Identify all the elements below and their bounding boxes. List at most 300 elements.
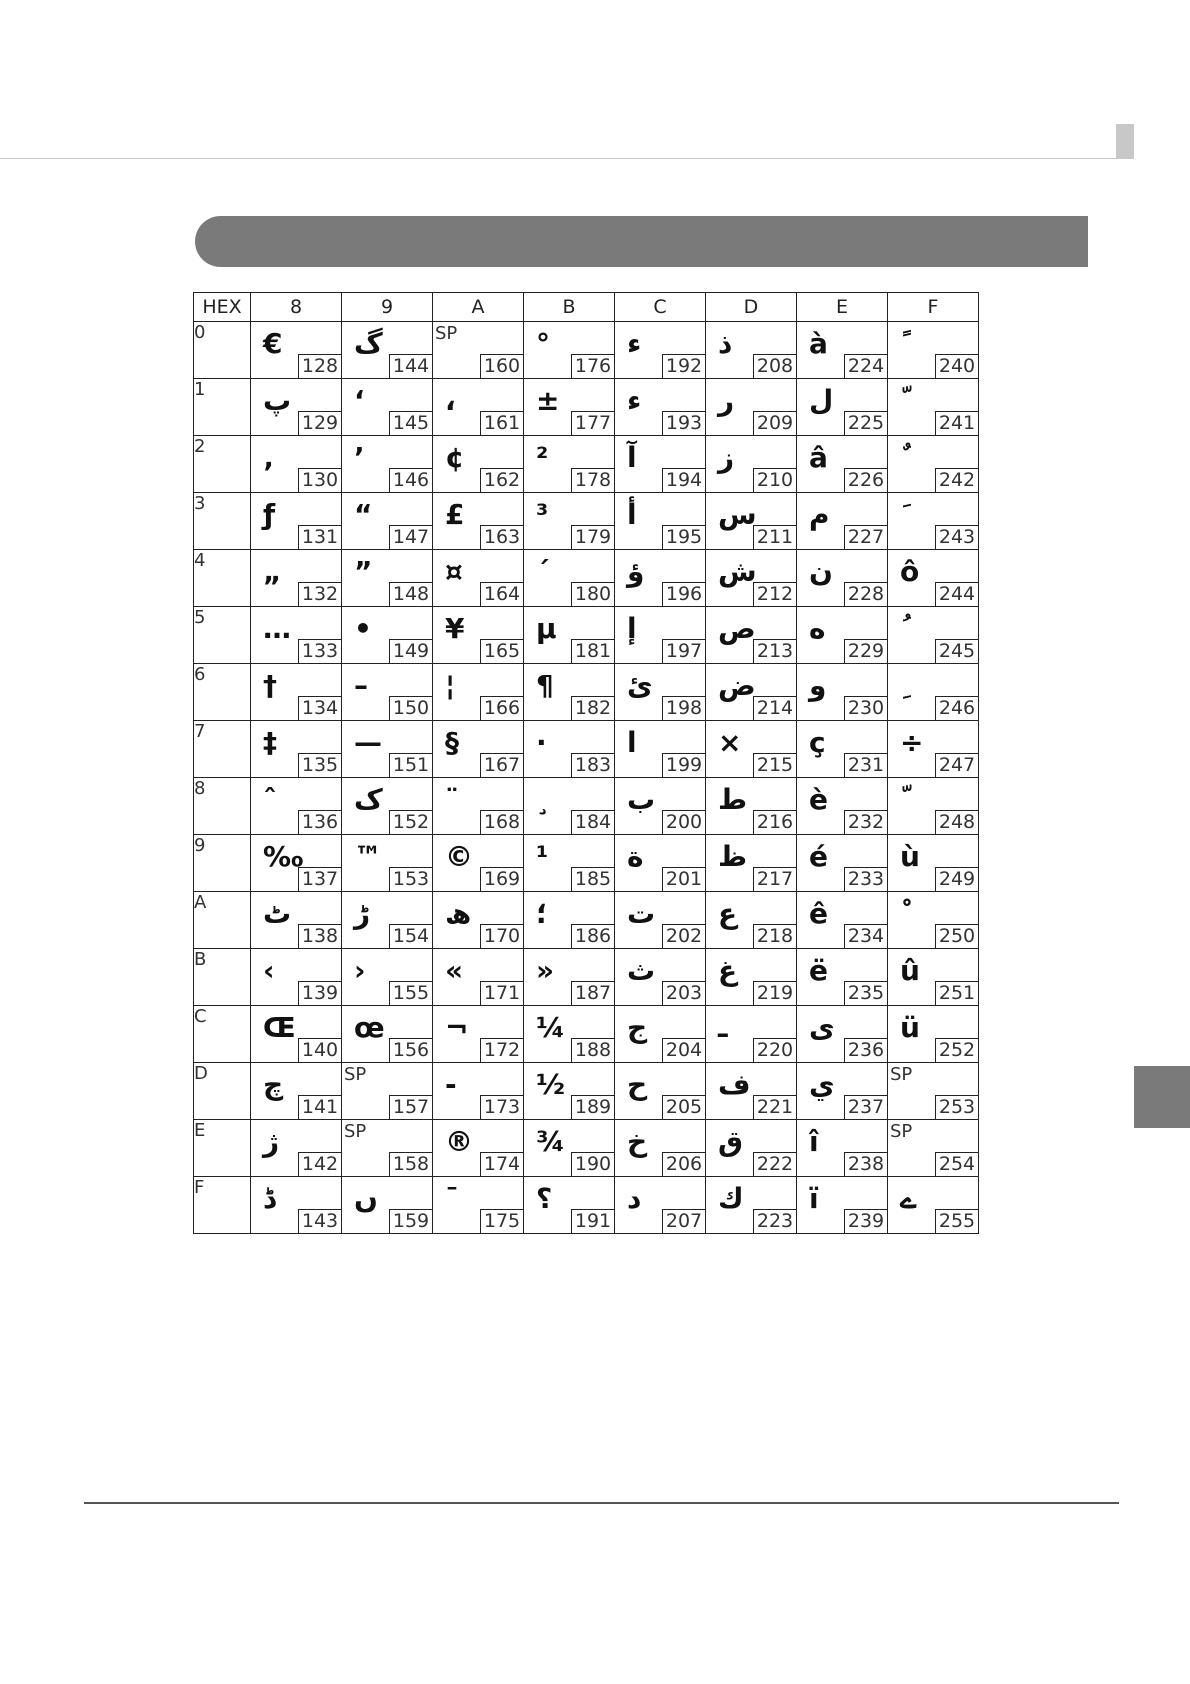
char-cell [797, 493, 888, 550]
char-cell [888, 1120, 979, 1177]
decimal-code: 187 [571, 981, 614, 1005]
char-glyph: ÷ [900, 726, 924, 759]
decimal-code: 175 [480, 1209, 523, 1233]
char-glyph: SP [890, 1121, 913, 1142]
column-header-row [194, 293, 979, 322]
char-glyph: ² [536, 441, 549, 474]
char-cell [615, 835, 706, 892]
char-glyph: ™ [354, 840, 382, 873]
decimal-code: 168 [480, 810, 523, 834]
char-cell [524, 949, 615, 1006]
char-cell [342, 493, 433, 550]
char-cell [342, 550, 433, 607]
char-glyph: ¥ [445, 612, 465, 645]
decimal-code: 140 [298, 1038, 341, 1062]
char-cell [251, 1177, 342, 1234]
decimal-code: 142 [298, 1152, 341, 1176]
decimal-code: 185 [571, 867, 614, 891]
char-glyph: ü [900, 1011, 920, 1044]
char-cell [888, 493, 979, 550]
char-cell [342, 1120, 433, 1177]
char-cell [433, 835, 524, 892]
decimal-code: 239 [844, 1209, 887, 1233]
char-cell [433, 379, 524, 436]
char-glyph: خ [627, 1125, 648, 1158]
decimal-code: 149 [389, 639, 432, 663]
char-cell [342, 778, 433, 835]
decimal-code: 153 [389, 867, 432, 891]
char-cell [342, 436, 433, 493]
char-glyph: غ [718, 954, 738, 987]
char-glyph: â [809, 441, 828, 474]
decimal-code: 245 [935, 639, 978, 663]
decimal-code: 188 [571, 1038, 614, 1062]
char-glyph: ˆ [263, 783, 277, 816]
decimal-code: 148 [389, 582, 432, 606]
char-cell [342, 721, 433, 778]
decimal-code: 232 [844, 810, 887, 834]
decimal-code: 194 [662, 468, 705, 492]
char-cell [797, 550, 888, 607]
char-glyph: و [809, 669, 827, 702]
decimal-code: 211 [753, 525, 796, 549]
char-glyph: « [445, 954, 464, 987]
char-glyph: ظ [718, 840, 748, 873]
hex-header: HEX [194, 293, 251, 322]
char-glyph: ى [809, 1011, 835, 1044]
char-cell [251, 1120, 342, 1177]
char-cell [615, 550, 706, 607]
char-glyph: ل [809, 384, 834, 417]
char-cell [706, 493, 797, 550]
decimal-code: 251 [935, 981, 978, 1005]
char-cell [797, 607, 888, 664]
char-glyph: ں [354, 1182, 378, 1215]
decimal-code: 192 [662, 354, 705, 378]
char-glyph: ¸ [536, 783, 550, 816]
char-glyph: گ [354, 327, 383, 360]
row-hex-label: 9 [194, 835, 251, 892]
char-cell [433, 607, 524, 664]
char-cell [524, 664, 615, 721]
decimal-code: 137 [298, 867, 341, 891]
decimal-code: 151 [389, 753, 432, 777]
decimal-code: 186 [571, 924, 614, 948]
row-hex-label: 5 [194, 607, 251, 664]
decimal-code: 173 [480, 1095, 523, 1119]
char-cell [251, 607, 342, 664]
char-glyph: ا [627, 726, 637, 759]
char-glyph: چ [263, 1068, 284, 1101]
char-cell [524, 436, 615, 493]
char-glyph: ƒ [263, 498, 276, 531]
decimal-code: 240 [935, 354, 978, 378]
decimal-code: 133 [298, 639, 341, 663]
decimal-code: 235 [844, 981, 887, 1005]
decimal-code: 227 [844, 525, 887, 549]
char-glyph: † [263, 669, 277, 702]
char-glyph: ة [627, 840, 644, 873]
char-glyph: ç [809, 726, 826, 759]
decimal-code: 231 [844, 753, 887, 777]
char-glyph: ، [445, 384, 456, 417]
char-cell [706, 607, 797, 664]
char-glyph: Œ [263, 1011, 296, 1044]
decimal-code: 177 [571, 411, 614, 435]
char-cell [251, 1006, 342, 1063]
char-glyph: ¼ [536, 1011, 565, 1044]
char-cell [433, 1006, 524, 1063]
section-banner [195, 216, 1088, 267]
decimal-code: 174 [480, 1152, 523, 1176]
char-cell [888, 550, 979, 607]
char-glyph: ع [718, 897, 738, 930]
decimal-code: 178 [571, 468, 614, 492]
decimal-code: 143 [298, 1209, 341, 1233]
char-glyph: „ [263, 555, 282, 588]
char-glyph: - [445, 1068, 457, 1101]
decimal-code: 238 [844, 1152, 887, 1176]
char-cell [797, 322, 888, 379]
char-glyph: ³ [536, 498, 549, 531]
char-glyph: î [809, 1125, 819, 1158]
char-cell [888, 835, 979, 892]
char-glyph: ز [718, 441, 735, 474]
char-cell [524, 892, 615, 949]
char-glyph: ص [718, 612, 756, 645]
row-hex-label: F [194, 1177, 251, 1234]
char-cell [342, 949, 433, 1006]
char-cell [888, 1006, 979, 1063]
decimal-code: 183 [571, 753, 614, 777]
decimal-code: 155 [389, 981, 432, 1005]
decimal-code: 193 [662, 411, 705, 435]
char-cell [251, 778, 342, 835]
char-cell [706, 664, 797, 721]
char-glyph: ¤ [445, 555, 463, 588]
decimal-code: 217 [753, 867, 796, 891]
char-cell [797, 1120, 888, 1177]
decimal-code: 170 [480, 924, 523, 948]
char-glyph: µ [536, 612, 557, 645]
char-cell [706, 949, 797, 1006]
char-glyph: ب [627, 783, 656, 816]
char-cell [524, 493, 615, 550]
char-glyph: ء [627, 384, 642, 417]
table-row [194, 550, 979, 607]
decimal-code: 159 [389, 1209, 432, 1233]
char-cell [888, 1177, 979, 1234]
char-cell [251, 664, 342, 721]
table-row [194, 607, 979, 664]
column-header: A [433, 293, 524, 322]
char-glyph: ح [627, 1068, 648, 1101]
char-cell [615, 721, 706, 778]
char-cell [524, 1177, 615, 1234]
char-cell [888, 379, 979, 436]
decimal-code: 139 [298, 981, 341, 1005]
char-cell [888, 1063, 979, 1120]
char-glyph: ڈ [263, 1182, 276, 1215]
char-cell [251, 322, 342, 379]
table-row [194, 1063, 979, 1120]
char-cell [888, 778, 979, 835]
char-glyph: ء [627, 327, 642, 360]
decimal-code: 166 [480, 696, 523, 720]
char-cell [615, 1063, 706, 1120]
decimal-code: 138 [298, 924, 341, 948]
char-cell [524, 835, 615, 892]
decimal-code: 206 [662, 1152, 705, 1176]
decimal-code: 216 [753, 810, 796, 834]
char-cell [706, 1006, 797, 1063]
char-glyph: س [718, 498, 757, 531]
column-header: F [888, 293, 979, 322]
char-cell [433, 721, 524, 778]
char-glyph: ´ [536, 555, 550, 588]
decimal-code: 224 [844, 354, 887, 378]
decimal-code: 250 [935, 924, 978, 948]
table-row [194, 778, 979, 835]
char-glyph: ت [627, 897, 656, 930]
row-hex-label: 2 [194, 436, 251, 493]
decimal-code: 158 [389, 1152, 432, 1176]
char-glyph: ذ [718, 327, 733, 360]
char-glyph: آ [627, 441, 637, 474]
decimal-code: 214 [753, 696, 796, 720]
decimal-code: 172 [480, 1038, 523, 1062]
char-cell [706, 436, 797, 493]
char-cell [797, 949, 888, 1006]
char-cell [797, 835, 888, 892]
char-cell [342, 1006, 433, 1063]
char-cell [706, 1177, 797, 1234]
char-cell [433, 436, 524, 493]
decimal-code: 179 [571, 525, 614, 549]
char-glyph: ’ [354, 441, 365, 474]
decimal-code: 243 [935, 525, 978, 549]
table-row [194, 664, 979, 721]
char-glyph: ï [809, 1182, 819, 1215]
decimal-code: 205 [662, 1095, 705, 1119]
char-cell [251, 892, 342, 949]
char-glyph: © [445, 840, 473, 873]
char-cell [888, 607, 979, 664]
decimal-code: 131 [298, 525, 341, 549]
char-cell [888, 436, 979, 493]
column-header: D [706, 293, 797, 322]
char-glyph: ؤ [627, 555, 645, 588]
char-cell [888, 322, 979, 379]
char-glyph: SP [435, 323, 458, 344]
chapter-side-tab [1134, 1066, 1190, 1128]
decimal-code: 203 [662, 981, 705, 1005]
char-glyph: ط [718, 783, 748, 816]
decimal-code: 135 [298, 753, 341, 777]
decimal-code: 184 [571, 810, 614, 834]
char-cell [615, 664, 706, 721]
decimal-code: 141 [298, 1095, 341, 1119]
char-cell [615, 1120, 706, 1177]
row-hex-label: 0 [194, 322, 251, 379]
char-cell [251, 721, 342, 778]
decimal-code: 218 [753, 924, 796, 948]
decimal-code: 222 [753, 1152, 796, 1176]
table-row [194, 436, 979, 493]
char-cell [797, 664, 888, 721]
decimal-code: 228 [844, 582, 887, 606]
char-cell [433, 1177, 524, 1234]
table-row [194, 493, 979, 550]
table-row [194, 721, 979, 778]
char-cell [433, 550, 524, 607]
char-cell [251, 835, 342, 892]
decimal-code: 247 [935, 753, 978, 777]
char-glyph: ک [354, 783, 383, 816]
char-glyph: ه [809, 612, 826, 645]
char-glyph: أ [627, 498, 637, 531]
char-glyph: ¶ [536, 669, 554, 702]
decimal-code: 237 [844, 1095, 887, 1119]
char-glyph: à [809, 327, 828, 360]
char-glyph: پ [263, 384, 292, 417]
char-glyph: … [263, 612, 291, 645]
char-glyph: ے [900, 1182, 917, 1215]
decimal-code: 136 [298, 810, 341, 834]
char-glyph: ؛ [536, 897, 548, 930]
char-glyph: ئ [627, 669, 653, 702]
decimal-code: 154 [389, 924, 432, 948]
char-cell [615, 1006, 706, 1063]
char-glyph: م [809, 498, 830, 531]
char-glyph: ½ [536, 1068, 565, 1101]
char-cell [433, 322, 524, 379]
char-cell [524, 550, 615, 607]
char-cell [706, 379, 797, 436]
table-row [194, 892, 979, 949]
decimal-code: 129 [298, 411, 341, 435]
char-glyph: — [354, 726, 382, 759]
decimal-code: 134 [298, 696, 341, 720]
decimal-code: 200 [662, 810, 705, 834]
row-hex-label: D [194, 1063, 251, 1120]
char-cell [524, 1006, 615, 1063]
decimal-code: 150 [389, 696, 432, 720]
char-cell [524, 1063, 615, 1120]
column-header: 8 [251, 293, 342, 322]
decimal-code: 255 [935, 1209, 978, 1233]
decimal-code: 164 [480, 582, 523, 606]
decimal-code: 221 [753, 1095, 796, 1119]
column-header: C [615, 293, 706, 322]
decimal-code: 208 [753, 354, 796, 378]
decimal-code: 219 [753, 981, 796, 1005]
char-cell [433, 493, 524, 550]
char-cell [615, 322, 706, 379]
char-cell [615, 607, 706, 664]
char-cell [797, 778, 888, 835]
char-glyph: × [718, 726, 742, 759]
char-cell [706, 835, 797, 892]
char-glyph: – [354, 669, 368, 702]
decimal-code: 181 [571, 639, 614, 663]
decimal-code: 225 [844, 411, 887, 435]
decimal-code: 165 [480, 639, 523, 663]
decimal-code: 233 [844, 867, 887, 891]
decimal-code: 212 [753, 582, 796, 606]
decimal-code: 156 [389, 1038, 432, 1062]
char-cell [251, 550, 342, 607]
char-cell [342, 892, 433, 949]
decimal-code: 144 [389, 354, 432, 378]
char-glyph: › [354, 954, 366, 987]
char-glyph: ڑ [354, 897, 371, 930]
char-glyph: ° [536, 327, 550, 360]
decimal-code: 252 [935, 1038, 978, 1062]
char-glyph: ر [718, 384, 735, 417]
char-cell [615, 493, 706, 550]
row-hex-label: 8 [194, 778, 251, 835]
char-glyph: ë [809, 954, 828, 987]
decimal-code: 244 [935, 582, 978, 606]
decimal-code: 197 [662, 639, 705, 663]
char-glyph: ± [536, 384, 560, 417]
char-glyph: • [354, 612, 372, 645]
char-glyph: ش [718, 555, 757, 588]
char-cell [433, 778, 524, 835]
row-hex-label: C [194, 1006, 251, 1063]
char-cell [251, 493, 342, 550]
char-glyph: ن [809, 555, 833, 588]
char-cell [797, 1006, 888, 1063]
char-glyph: ê [809, 897, 828, 930]
char-cell [524, 1120, 615, 1177]
char-glyph: ق [718, 1125, 744, 1158]
decimal-code: 207 [662, 1209, 705, 1233]
header-rule [0, 158, 1132, 159]
decimal-code: 167 [480, 753, 523, 777]
decimal-code: 180 [571, 582, 614, 606]
decimal-code: 254 [935, 1152, 978, 1176]
decimal-code: 204 [662, 1038, 705, 1062]
decimal-code: 220 [753, 1038, 796, 1062]
char-glyph: إ [627, 612, 637, 645]
table-row [194, 1177, 979, 1234]
char-glyph: SP [344, 1121, 367, 1142]
char-cell [342, 835, 433, 892]
char-cell [251, 949, 342, 1006]
char-cell [706, 892, 797, 949]
char-glyph: ¯ [445, 1182, 459, 1215]
char-cell [706, 1063, 797, 1120]
char-glyph: ژ [263, 1125, 280, 1158]
decimal-code: 202 [662, 924, 705, 948]
char-glyph: ® [445, 1125, 473, 1158]
char-glyph: € [263, 327, 283, 360]
char-cell [524, 379, 615, 436]
char-cell [433, 1120, 524, 1177]
decimal-code: 195 [662, 525, 705, 549]
decimal-code: 157 [389, 1095, 432, 1119]
char-cell [342, 322, 433, 379]
char-cell [433, 892, 524, 949]
char-cell [797, 379, 888, 436]
decimal-code: 189 [571, 1095, 614, 1119]
decimal-code: 130 [298, 468, 341, 492]
decimal-code: 253 [935, 1095, 978, 1119]
char-cell [251, 379, 342, 436]
decimal-code: 226 [844, 468, 887, 492]
